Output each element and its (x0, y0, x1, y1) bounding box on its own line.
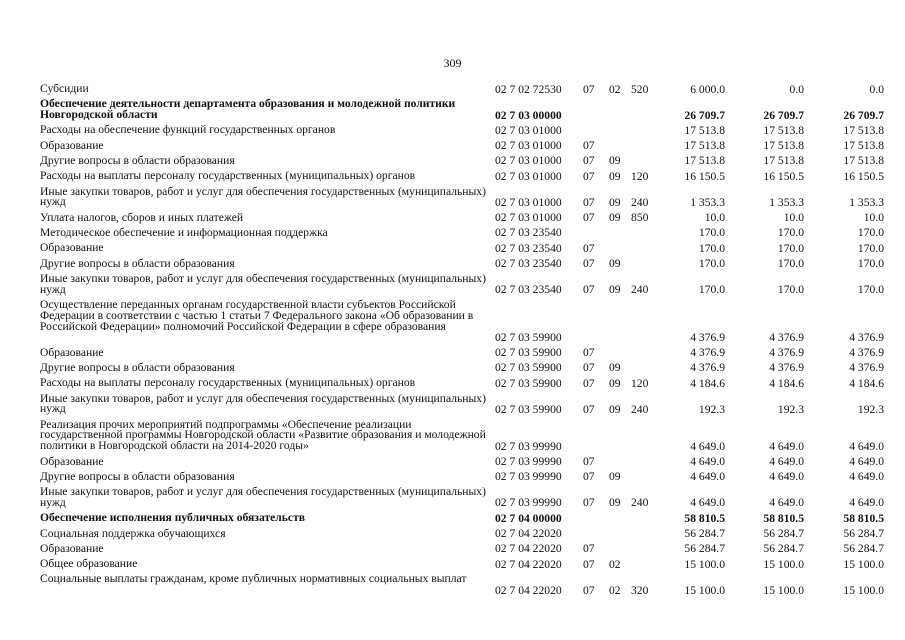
budget-table (0, 84, 905, 600)
amount-year-1: 170.0 (698, 226, 725, 240)
target-code: 02 7 03 99990 (495, 455, 562, 469)
subsection-code: 09 (609, 361, 621, 375)
table-row (0, 99, 905, 125)
amount-year-3: 1 353.3 (849, 195, 884, 209)
amount-year-3: 56 284.7 (843, 542, 884, 556)
amount-year-3: 10.0 (863, 211, 884, 225)
amount-year-2: 4 376.9 (769, 361, 804, 375)
amount-year-2: 16 150.5 (763, 169, 804, 183)
section-code: 07 (583, 211, 595, 225)
row-name: Социальные выплаты гражданам, кроме публичных нормативных социальных выплат (40, 572, 467, 586)
target-code: 02 7 04 22020 (495, 583, 562, 597)
target-code: 02 7 03 01000 (495, 195, 562, 209)
amount-year-2: 192.3 (777, 402, 804, 416)
amount-year-1: 170.0 (698, 283, 725, 297)
amount-year-3: 170.0 (857, 226, 884, 240)
amount-year-3: 170.0 (857, 257, 884, 271)
amount-year-2: 15 100.0 (763, 557, 804, 571)
section-code: 07 (583, 496, 595, 510)
amount-year-3: 170.0 (857, 283, 884, 297)
amount-year-1: 26 709.7 (684, 108, 725, 122)
amount-year-2: 58 810.5 (763, 511, 804, 525)
target-code: 02 7 03 01000 (495, 169, 562, 183)
amount-year-3: 26 709.7 (843, 108, 884, 122)
amount-year-1: 16 150.5 (684, 169, 725, 183)
row-name: Реализация прочих мероприятий подпрограммы «Обеспечение реализации государственной программы Новгородской области «Развитие образования и молодежной политики в Новгородской области на 2014-2020 годы» (40, 417, 486, 453)
section-code: 07 (583, 195, 595, 209)
row-name: Осуществление переданных органам государственной власти субъектов Российской Федерации в соответствии с частью 1 статьи 7 Федерального закона «Об образовании в Российской Федерации» полномочий Российской Федерации в сфере образования (40, 297, 474, 333)
amount-year-3: 17 513.8 (843, 123, 884, 137)
section-code: 07 (583, 583, 595, 597)
amount-year-2: 4 376.9 (769, 330, 804, 344)
table-row (0, 391, 905, 420)
subsection-code: 09 (609, 376, 621, 390)
row-name: Расходы на выплаты персоналу государственных (муниципальных) органов (40, 169, 416, 183)
section-code: 07 (583, 257, 595, 271)
row-name: Методическое обеспечение и информационная поддержка (40, 225, 328, 239)
table-row (0, 574, 905, 600)
amount-year-2: 17 513.8 (763, 123, 804, 137)
expense-type-code: 520 (631, 82, 649, 96)
target-code: 02 7 04 22020 (495, 542, 562, 556)
table-row (0, 417, 905, 457)
target-code: 02 7 03 59900 (495, 361, 562, 375)
row-name: Уплата налогов, сборов и иных платежей (40, 210, 244, 224)
row-name: Другие вопросы в области образования (40, 256, 235, 270)
target-code: 02 7 03 59900 (495, 402, 562, 416)
amount-year-1: 170.0 (698, 257, 725, 271)
amount-year-1: 10.0 (704, 211, 725, 225)
amount-year-1: 17 513.8 (684, 123, 725, 137)
section-code: 07 (583, 283, 595, 297)
subsection-code: 02 (609, 583, 621, 597)
amount-year-3: 56 284.7 (843, 527, 884, 540)
table-row (0, 297, 905, 348)
row-name: Образование (40, 241, 104, 255)
amount-year-2: 4 649.0 (769, 439, 804, 453)
section-code: 07 (583, 557, 595, 571)
amount-year-2: 170.0 (777, 226, 804, 240)
section-code: 07 (583, 154, 595, 168)
amount-year-3: 4 649.0 (849, 455, 884, 469)
target-code: 02 7 04 22020 (495, 557, 562, 571)
row-name: Другие вопросы в области образования (40, 153, 235, 167)
amount-year-2: 170.0 (777, 257, 804, 271)
amount-year-1: 192.3 (698, 402, 725, 416)
expense-type-code: 240 (631, 283, 649, 297)
subsection-code: 09 (609, 169, 621, 183)
amount-year-3: 192.3 (857, 402, 884, 416)
amount-year-3: 15 100.0 (843, 557, 884, 571)
expense-type-code: 120 (631, 169, 649, 183)
subsection-code: 02 (609, 557, 621, 571)
amount-year-1: 4 649.0 (690, 439, 725, 453)
amount-year-3: 4 649.0 (849, 470, 884, 484)
expense-type-code: 240 (631, 402, 649, 416)
amount-year-2: 26 709.7 (763, 108, 804, 122)
target-code: 02 7 03 01000 (495, 139, 562, 153)
amount-year-1: 4 376.9 (690, 330, 725, 344)
amount-year-3: 4 649.0 (849, 496, 884, 510)
subsection-code: 02 (609, 82, 621, 96)
target-code: 02 7 03 23540 (495, 241, 562, 255)
row-name: Расходы на обеспечение функций государственных органов (40, 123, 336, 137)
row-name: Иные закупки товаров, работ и услуг для обеспечения государственных (муниципальных) нужд (40, 271, 486, 296)
row-name: Другие вопросы в области образования (40, 360, 235, 374)
amount-year-2: 170.0 (777, 283, 804, 297)
amount-year-3: 17 513.8 (843, 154, 884, 168)
target-code: 02 7 03 01000 (495, 154, 562, 168)
amount-year-2: 0.0 (789, 82, 804, 96)
section-code: 07 (583, 361, 595, 375)
row-name: Другие вопросы в области образования (40, 469, 235, 483)
row-name: Социальная поддержка обучающихся (40, 526, 226, 540)
amount-year-1: 4 649.0 (690, 470, 725, 484)
table-row (0, 487, 905, 513)
amount-year-1: 4 184.6 (690, 376, 725, 390)
amount-year-2: 17 513.8 (763, 139, 804, 153)
amount-year-2: 4 649.0 (769, 496, 804, 510)
amount-year-2: 15 100.0 (763, 583, 804, 597)
amount-year-1: 4 649.0 (690, 496, 725, 510)
amount-year-3: 16 150.5 (843, 169, 884, 183)
section-code: 07 (583, 139, 595, 153)
expense-type-code: 120 (631, 376, 649, 390)
amount-year-1: 15 100.0 (684, 557, 725, 571)
target-code: 02 7 03 59900 (495, 376, 562, 390)
row-name: Расходы на выплаты персоналу государственных (муниципальных) органов (40, 376, 416, 390)
amount-year-3: 4 184.6 (849, 376, 884, 390)
row-name: Образование (40, 454, 104, 468)
target-code: 02 7 03 59900 (495, 346, 562, 360)
table-row (0, 184, 905, 213)
subsection-code: 09 (609, 496, 621, 510)
section-code: 07 (583, 455, 595, 469)
amount-year-2: 4 649.0 (769, 470, 804, 484)
row-name: Обеспечение деятельности департамента образования и молодежной политики Новгородской области (40, 97, 456, 122)
amount-year-3: 4 376.9 (849, 361, 884, 375)
amount-year-2: 17 513.8 (763, 154, 804, 168)
section-code: 07 (583, 169, 595, 183)
subsection-code: 09 (609, 402, 621, 416)
amount-year-1: 56 284.7 (684, 527, 725, 540)
subsection-code: 09 (609, 257, 621, 271)
amount-year-2: 56 284.7 (763, 542, 804, 556)
amount-year-2: 1 353.3 (769, 195, 804, 209)
amount-year-3: 17 513.8 (843, 139, 884, 153)
expense-type-code: 850 (631, 211, 649, 225)
expense-type-code: 240 (631, 195, 649, 209)
target-code: 02 7 04 00000 (495, 511, 562, 525)
expense-type-code: 320 (631, 583, 649, 597)
target-code: 02 7 03 23540 (495, 257, 562, 271)
amount-year-1: 4 376.9 (690, 346, 725, 360)
section-code: 07 (583, 542, 595, 556)
target-code: 02 7 03 99990 (495, 470, 562, 484)
target-code: 02 7 03 23540 (495, 283, 562, 297)
row-name: Образование (40, 138, 104, 152)
section-code: 07 (583, 241, 595, 255)
amount-year-3: 170.0 (857, 241, 884, 255)
row-name: Иные закупки товаров, работ и услуг для обеспечения государственных (муниципальных) нужд (40, 184, 486, 209)
table-row (0, 271, 905, 300)
section-code: 07 (583, 376, 595, 390)
row-name: Субсидии (40, 82, 89, 95)
amount-year-2: 4 184.6 (769, 376, 804, 390)
amount-year-3: 0.0 (869, 82, 884, 96)
target-code: 02 7 04 22020 (495, 527, 562, 540)
amount-year-2: 56 284.7 (763, 527, 804, 540)
amount-year-1: 17 513.8 (684, 139, 725, 153)
expense-type-code: 240 (631, 496, 649, 510)
row-name: Образование (40, 345, 104, 359)
subsection-code: 09 (609, 154, 621, 168)
target-code: 02 7 03 01000 (495, 123, 562, 137)
amount-year-3: 15 100.0 (843, 583, 884, 597)
amount-year-2: 170.0 (777, 241, 804, 255)
subsection-code: 09 (609, 211, 621, 225)
target-code: 02 7 03 99990 (495, 439, 562, 453)
amount-year-3: 4 376.9 (849, 346, 884, 360)
subsection-code: 09 (609, 470, 621, 484)
amount-year-1: 58 810.5 (684, 511, 725, 525)
subsection-code: 09 (609, 195, 621, 209)
amount-year-1: 15 100.0 (684, 583, 725, 597)
amount-year-2: 4 649.0 (769, 455, 804, 469)
amount-year-1: 1 353.3 (690, 195, 725, 209)
row-name: Обеспечение исполнения публичных обязательств (40, 511, 306, 525)
amount-year-1: 4 376.9 (690, 361, 725, 375)
subsection-code: 09 (609, 283, 621, 297)
row-name: Общее образование (40, 557, 138, 571)
target-code: 02 7 03 23540 (495, 226, 562, 240)
amount-year-2: 4 376.9 (769, 346, 804, 360)
amount-year-3: 58 810.5 (843, 511, 884, 525)
section-code: 07 (583, 82, 595, 96)
row-name: Иные закупки товаров, работ и услуг для обеспечения государственных (муниципальных) нужд (40, 485, 486, 509)
amount-year-1: 4 649.0 (690, 455, 725, 469)
amount-year-3: 4 649.0 (849, 439, 884, 453)
section-code: 07 (583, 470, 595, 484)
target-code: 02 7 03 59900 (495, 330, 562, 344)
row-name: Иные закупки товаров, работ и услуг для обеспечения государственных (муниципальных) нужд (40, 391, 486, 416)
target-code: 02 7 03 01000 (495, 211, 562, 225)
amount-year-1: 56 284.7 (684, 542, 725, 556)
section-code: 07 (583, 346, 595, 360)
amount-year-1: 17 513.8 (684, 154, 725, 168)
amount-year-3: 4 376.9 (849, 330, 884, 344)
target-code: 02 7 03 00000 (495, 108, 562, 122)
target-code: 02 7 03 99990 (495, 496, 562, 510)
amount-year-1: 6 000.0 (690, 82, 725, 96)
row-name: Образование (40, 541, 104, 555)
amount-year-1: 170.0 (698, 241, 725, 255)
amount-year-2: 10.0 (783, 211, 804, 225)
page-number: 309 (443, 56, 462, 70)
target-code: 02 7 02 72530 (495, 82, 562, 96)
section-code: 07 (583, 402, 595, 416)
table-row (0, 225, 905, 243)
